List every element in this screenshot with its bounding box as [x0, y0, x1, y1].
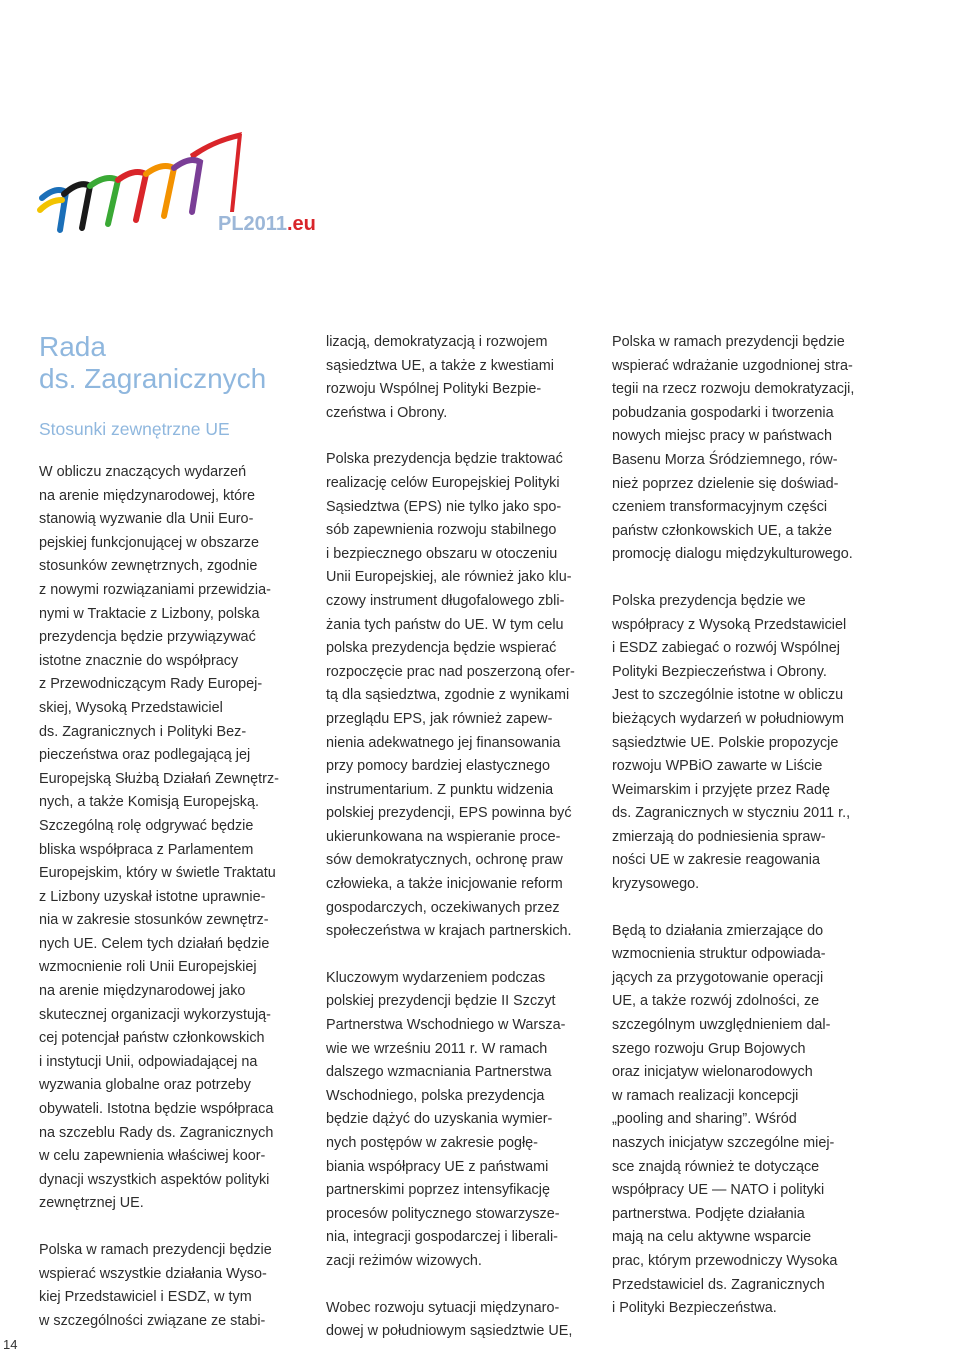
flag-stroke-red — [190, 132, 242, 160]
paragraph: Polska w ramach prezydencji będzie wspierać wszystkie działania Wyso- kiej Przedstawiciel i ESDZ, w tym w szczególności związane ze stabi- — [39, 1242, 272, 1329]
figure-orange — [146, 166, 174, 216]
column-right — [612, 331, 912, 1321]
flag-mast-red — [230, 134, 242, 212]
logo-text: PL2011.eu — [218, 213, 316, 235]
page-number: 14 — [3, 1337, 18, 1352]
column-middle — [326, 331, 596, 1344]
figure-red — [118, 172, 146, 220]
paragraph: Kluczowym wydarzeniem podczas polskiej prezydencji będzie II Szczyt Partnerstwa Wschodniego w Warsza- wie we wrześniu 2011 r. W ramach dalszego wzmacniania Partnerstwa Wschodniego, polska prezydencja będzie dążyć do uzyskania wymier- nych postępów w zakresie pogłę- biania współpracy UE z państwami partnerskimi poprzez intensyfikację procesów politycznego stowarzysze- nia, integracji gospodarczej i liberali- zacji reżimów wizowych. — [326, 969, 566, 1269]
figure-purple — [174, 160, 200, 212]
section-subtitle: Stosunki zewnętrzne UE — [39, 419, 230, 439]
page-title: Rada ds. Zagranicznych — [39, 331, 267, 394]
paragraph: W obliczu znaczących wydarzeń na arenie międzynarodowej, które stanowią wyzwanie dla Unii Euro- pejskiej funkcjonującej w obszarze stosunków zewnętrznych, zgodnie z nowymi rozwiązaniami przewidzia- nymi w Traktacie z Lizbony, polska prezydencja będzie przywiązywać istotne znacznie do współpracy z Przewodniczącym Rady Europej- skiej, Wysoką Przedstawiciel ds. Zagranicznych i Polityki Bez- pieczeństwa oraz podlegającą jej Europejską Służbą Działań Zewnętrz- nych, a także Komisją Europejską. Szczególną rolę odgrywać będzie bliska współpraca z Parlamentem Europejskim, który w świetle Traktatu z Lizbony uzyskał istotne uprawnie- nia w zakresie stosunków zewnętrz- nych UE. Celem tych działań będzie wzmocnienie roli Unii Europejskiej na arenie międzynarodowej jako skutecznej organizacji wykorzystują- cej potencjał państw członkowskich i instytucji Unii, odpowiadającej na wyzwania globalne oraz potrzeby obywateli. Istotna będzie współpraca na szczeblu Rady ds. Zagranicznych w celu zapewnienia właściwej koor- dynacji wszystkich aspektów polityki zewnętrznej UE. — [39, 464, 279, 1212]
pl2011-logo — [34, 130, 316, 250]
paragraph: Polska w ramach prezydencji będzie wspierać wdrażanie uzgodnionej stra- tegii na rzecz rozwoju demokratyzacji, pobudzania gospodarki i tworzenia nowych miejsc pracy w państwach Basenu Morza Śródziemnego, rów- nież poprzez dzielenie się doświad- czeniem transformacyjnym części państw członkowskich UE, a także promocję dialogu międzykulturowego. — [612, 334, 855, 563]
figure-black — [64, 184, 90, 228]
paragraph: Wobec rozwoju sytuacji międzynaro- dowej w południowym sąsiedztwie UE, — [326, 1299, 573, 1340]
paragraph: lizacją, demokratyzacją i rozwojem sąsiedztwa UE, a także z kwestiami rozwoju Wspólnej Polityki Bezpie- czeństwa i Obrony. — [326, 334, 554, 421]
logo-suffix: .eu — [286, 213, 316, 235]
column-left — [39, 331, 301, 1333]
paragraph: Polska prezydencja będzie traktować realizację celów Europejskiej Polityki Sąsiedztwa (EPS) nie tylko jako spo- sób zapewnienia rozwoju stabilnego i bezpiecznego obszaru w otoczeniu Unii Europejskiej, ale również jako klu- czowy instrument długofalowego zbli- żania tych państw do UE. W tym celu polska prezydencja będzie wspierać rozpoczęcie prac nad poszerzoną ofer- tą dla sąsiedztwa, zgodnie z wynikami przeglądu EPS, jak również zapew- nienia adekwatnego jej finansowania przy pomocy bardziej elastycznego instrumentarium. Z punktu widzenia polskiej prezydencji, EPS powinna być ukierunkowana na wspieranie proce- sów demokratycznych, ochronę praw człowieka, a także inicjowanie reform gospodarczych, oczekiwanych przez społeczeństwa w krajach partnerskich. — [326, 451, 575, 940]
paragraph: Będą to działania zmierzające do wzmocnienia struktur odpowiada- jących za przygotowanie operacji UE, a także rozwój zdolności, ze szczególnym uwzględnieniem dal- szego rozwoju Grup Bojowych oraz inicjatyw wielonarodowych w ramach realizacji koncepcji „pooling and sharing”. Wśród naszych inicjatyw szczególne miej- sce znajdą również te dotyczące współpracy UE — NATO i polityki partnerstwa. Podjęte działania mają na celu aktywne wsparcie prac, którym przewodniczy Wysoka Przedstawiciel ds. Zagranicznych i Polityki Bezpieczeństwa. — [612, 922, 838, 1317]
paragraph: Polska prezydencja będzie we współpracy z Wysoką Przedstawiciel i ESDZ zabiegać o rozwój Wspólnej Polityki Bezpieczeństwa i Obrony. Jest to szczególnie istotne w obliczu bieżących wydarzeń w południowym sąsiedztwie UE. Polskie propozycje rozwoju WPBiO zawarte w Liście Weimarskim i przyjęte przez Radę ds. Zagranicznych w styczniu 2011 r., zmierzają do podniesienia spraw- ności UE w zakresie reagowania kryzysowego. — [612, 592, 851, 893]
figure-green — [90, 178, 118, 224]
figure-yellow — [40, 200, 62, 210]
